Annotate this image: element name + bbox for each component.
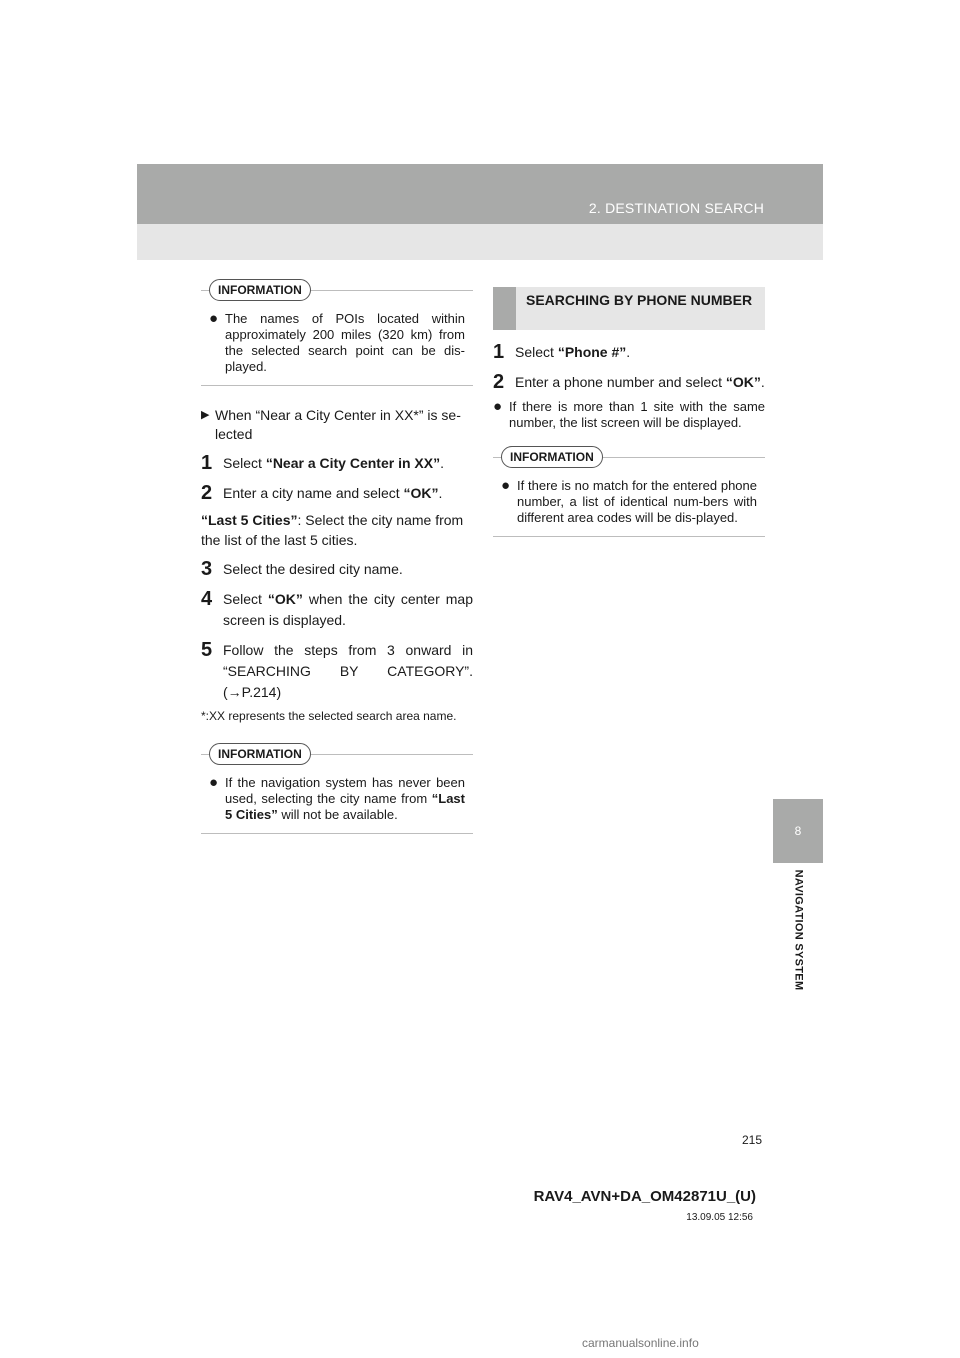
- note-text: If there is more than 1 site with the same number, the list screen will be displayed.: [509, 399, 765, 430]
- page-number: 215: [742, 1133, 763, 1147]
- watermark: carmanualsonline.info: [582, 1336, 699, 1350]
- step-number: 2: [493, 371, 505, 393]
- header-subband: [137, 224, 823, 260]
- information-tag: INFORMATION: [209, 743, 311, 765]
- document-code: RAV4_AVN+DA_OM42871U_(U): [533, 1188, 756, 1205]
- information-box: [493, 450, 765, 537]
- paragraph-text: : Select the city name from the list of the last 5 cities.: [201, 512, 464, 548]
- step-text-end: .: [440, 455, 444, 471]
- chapter-label: [773, 870, 823, 990]
- step-text: Select: [223, 591, 268, 607]
- information-box: [201, 283, 473, 386]
- bullet-icon: ●: [209, 310, 219, 327]
- step-1: [493, 342, 765, 363]
- step-text: Select: [515, 344, 558, 360]
- step-5: [201, 640, 473, 703]
- bullet-icon: ●: [493, 398, 503, 415]
- information-text-end: will not be available.: [277, 807, 398, 822]
- step-text: Select the desired city name.: [223, 561, 403, 577]
- step-number: 5: [201, 639, 213, 661]
- condition-heading: [201, 406, 473, 444]
- option-label: “Last 5 Cities”: [201, 512, 298, 528]
- step-number: 3: [201, 558, 213, 580]
- step-option: “OK”: [725, 374, 761, 390]
- step-option: “Phone #”: [557, 344, 627, 360]
- chapter-number: 8: [794, 824, 802, 838]
- step-text-end: .: [626, 344, 631, 360]
- step-2: [201, 483, 473, 504]
- step-number: 1: [493, 341, 505, 363]
- step-option: “OK”: [403, 485, 439, 501]
- information-item: [209, 311, 465, 375]
- information-item: [501, 478, 757, 526]
- step-number: 1: [201, 452, 213, 474]
- step-4: [201, 589, 473, 631]
- information-text: If the navigation system has never been used, selecting the city name from: [225, 775, 465, 806]
- option-label: “Last 5 Cities”: [225, 791, 465, 822]
- chapter-tab: [773, 799, 823, 863]
- step-text: Enter a phone number and select: [515, 374, 726, 390]
- step-text: Enter a city name and select: [223, 485, 404, 501]
- step-option: “OK”: [267, 591, 303, 607]
- condition-text: When “Near a City Center in XX*” is se-lected: [215, 407, 461, 442]
- information-tag: INFORMATION: [209, 279, 311, 301]
- section-header: [493, 287, 765, 330]
- last-5-cities-paragraph: [201, 510, 473, 550]
- note-item: [493, 399, 765, 431]
- section-heading: SEARCHING BY PHONE NUMBER: [526, 292, 753, 308]
- step-2: [493, 372, 765, 393]
- step-1: [201, 453, 473, 474]
- right-column: [493, 287, 765, 537]
- step-text-end: .: [438, 485, 443, 501]
- triangle-arrow-icon: ▶: [201, 409, 210, 421]
- section-header-bar: [493, 287, 516, 330]
- bullet-icon: ●: [209, 774, 219, 791]
- step-option: “Near a City Center in XX”: [265, 455, 441, 471]
- running-section-title: 2. DESTINATION SEARCH: [588, 200, 764, 216]
- footnote: *:XX represents the selected search area name.: [201, 709, 457, 723]
- chapter-label-text: NAVIGATION SYSTEM: [792, 869, 804, 991]
- information-text: The names of POIs located within approximately 200 miles (320 km) from the selected search point can be dis-played.: [225, 311, 465, 374]
- information-tag: INFORMATION: [501, 446, 603, 468]
- information-text: If there is no match for the entered phone number, a list of identical num-bers with different area codes will be dis-played.: [517, 478, 757, 525]
- step-3: [201, 559, 473, 580]
- left-column: [201, 283, 473, 834]
- document-date: 13.09.05 12:56: [686, 1212, 753, 1223]
- information-box: [201, 747, 473, 834]
- information-item: [209, 775, 465, 823]
- bullet-icon: ●: [501, 477, 511, 494]
- step-number: 4: [201, 588, 213, 610]
- step-text-end: when the city center map screen is displayed.: [223, 591, 473, 628]
- step-text: Follow the steps from 3 onward in “SEARCHING BY CATEGORY”. (→P.214): [223, 642, 473, 700]
- step-number: 2: [201, 482, 213, 504]
- step-text-end: .: [760, 374, 765, 390]
- step-text: Select: [223, 455, 266, 471]
